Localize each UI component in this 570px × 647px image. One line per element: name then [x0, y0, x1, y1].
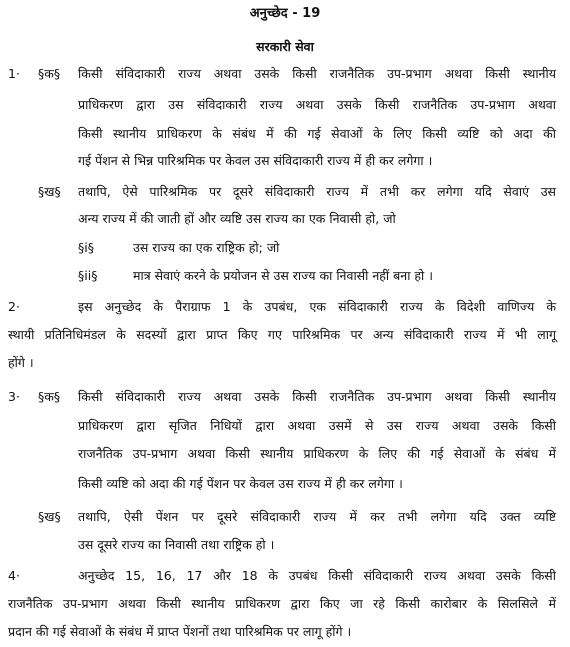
paragraph-1a-marker: §क§: [38, 66, 61, 81]
paragraph-1b-line-1: तथापि, ऐसे पारिश्रमिक पर दूसरे संविदाकारी राज्य में तभी कर लगेगा यदि सेवाएं उस: [78, 184, 556, 199]
article-heading: अनुच्छेद - 19: [249, 6, 321, 21]
paragraph-1b-marker: §ख§: [38, 184, 61, 199]
paragraph-3a-line-1: किसी संविदाकारी राज्य अथवा उसके किसी राजनैतिक उप-प्रभाग अथवा किसी स्थानीय: [78, 389, 556, 404]
paragraph-1a-line-2: प्राधिकरण द्वारा उस संविदाकारी राज्य अथवा उसके किसी राजनैतिक उप-प्रभाग अथवा: [78, 97, 556, 112]
paragraph-1b-item-2-text: मात्र सेवाएं करने के प्रयोजन से उस राज्य का निवासी नहीं बना हो ।: [133, 268, 434, 283]
paragraph-1-number: 1·: [8, 66, 20, 81]
paragraph-1b-line-2: अन्य राज्य में की जाती हों और व्यष्टि उस राज्य का एक निवासी हो, जो: [78, 211, 396, 226]
paragraph-2-line-3: होंगे ।: [8, 355, 34, 370]
paragraph-3a-line-3: राजनैतिक उप-प्रभाग अथवा किसी स्थानीय प्राधिकरण के लिए की गई सेवाओं के संबंध में: [78, 446, 556, 461]
paragraph-1b-item-1-text: उस राज्य का एक राष्ट्रिक हो; जो: [133, 240, 280, 255]
paragraph-1a-line-1: किसी संविदाकारी राज्य अथवा उसके किसी राजनैतिक उप-प्रभाग अथवा किसी स्थानीय: [78, 66, 556, 81]
paragraph-1b-item-2-marker: §ii§: [78, 268, 98, 283]
paragraph-3a-marker: §क§: [38, 389, 61, 404]
paragraph-1b-item-1-marker: §i§: [78, 240, 94, 255]
paragraph-2-line-1: इस अनुच्छेद के पैराग्राफ 1 के उपबंध, एक संविदाकारी राज्य के विदेशी वाणिज्य के: [78, 299, 556, 314]
paragraph-3b-marker: §ख§: [38, 509, 61, 524]
paragraph-3b-line-2: उस दूसरे राज्य का निवासी तथा राष्ट्रिक हो ।: [78, 537, 275, 552]
paragraph-4-line-1: अनुच्छेद 15, 16, 17 और 18 के उपबंध किसी संविदाकारी राज्य अथवा उसके किसी: [78, 568, 556, 583]
section-title: सरकारी सेवा: [256, 39, 314, 54]
paragraph-1a-line-3: किसी स्थानीय प्राधिकरण के संबंध में की गई सेवाओं के लिए किसी व्यष्टि को अदा की: [78, 126, 556, 141]
paragraph-4-line-2: राजनैतिक उप-प्रभाग अथवा किसी स्थानीय प्राधिकरण द्वारा किए जा रहे किसी कारोबार के सिलसिले में: [8, 596, 556, 611]
paragraph-4-number: 4·: [8, 568, 20, 583]
paragraph-3b-line-1: तथापि, ऐसी पेंशन पर दूसरे संविदाकारी राज्य में कर तभी लगेगा यदि उक्त व्यष्टि: [78, 509, 556, 524]
paragraph-1a-line-4: गई पेंशन से भिन्न पारिश्रमिक पर केवल उस संविदाकारी राज्य में ही कर लगेगा ।: [78, 153, 433, 168]
paragraph-3-number: 3·: [8, 389, 20, 404]
paragraph-2-number: 2·: [8, 299, 20, 314]
paragraph-4-line-3: प्रदान की गई सेवाओं के संबंध में प्राप्त पेंशनों तथा पारिश्रमिक पर लागू होंगे ।: [8, 624, 352, 639]
paragraph-2-line-2: स्थायी प्रतिनिधिमंडल के सदस्यों द्वारा प्राप्त किए गए पारिश्रमिक पर अन्य संविदाकारी राज्य में भी लागू: [8, 327, 556, 342]
paragraph-3a-line-2: प्राधिकरण द्वारा सृजित निधियों द्वारा अथवा उसमें से उस राज्य अथवा उसके किसी: [78, 418, 556, 433]
paragraph-3a-line-4: किसी व्यष्टि को अदा की गई पेंशन पर केवल उस राज्य में ही कर लगेगा ।: [78, 476, 403, 491]
